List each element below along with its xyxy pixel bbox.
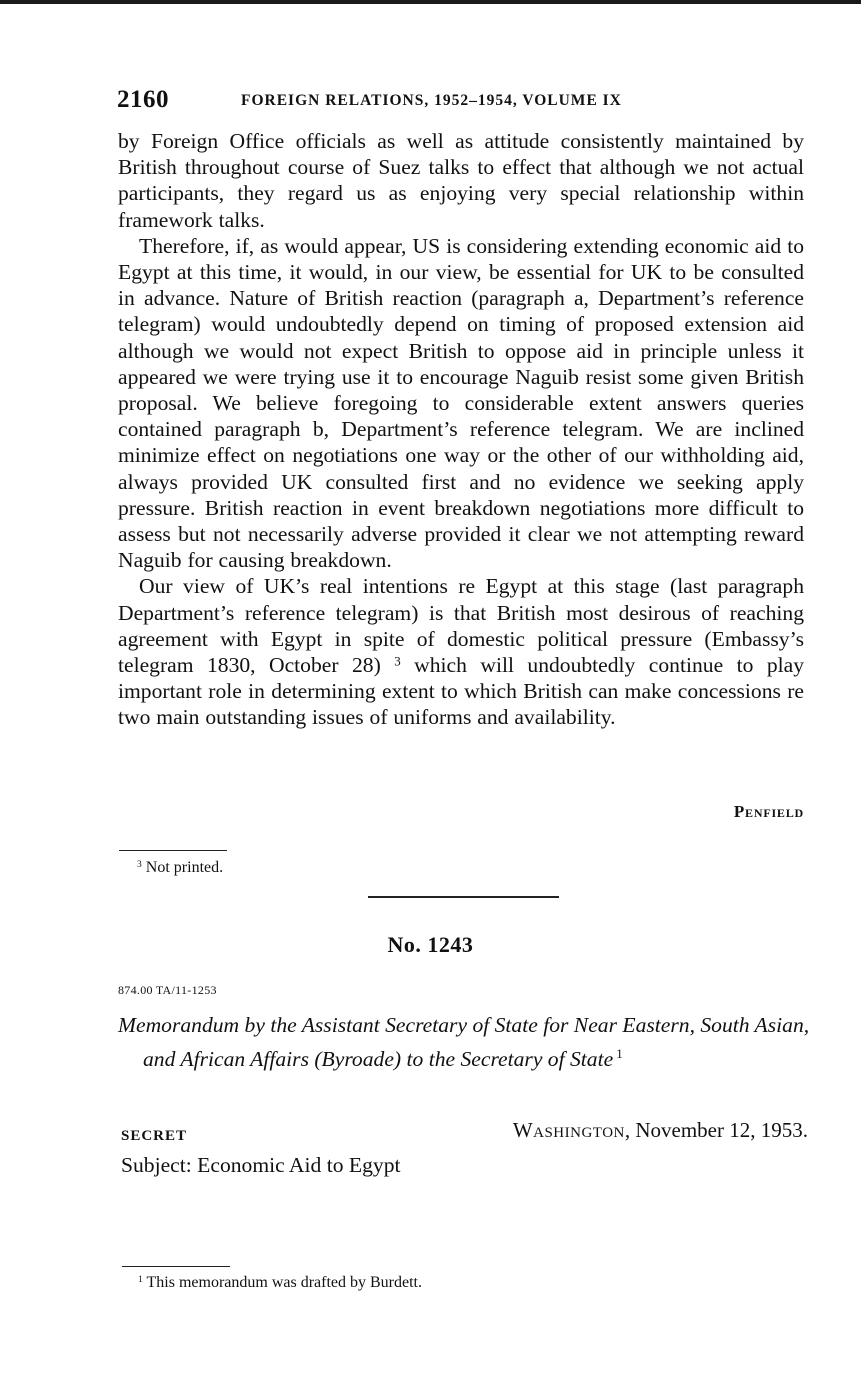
letter-body (118, 128, 804, 731)
memo-title-text: Memorandum by the Assistant Secretary of State for Near Eastern, South Asian, and African Affairs (Byroade) to the Secretary of State (118, 1013, 810, 1071)
paragraph-2: Therefore, if, as would appear, US is considering extending economic aid to Egypt at this time, it would, in our view, be essential for UK to be consulted in advance. Nature of British reaction (paragraph a, Department’s reference telegram) would undoubtedly depend on timing of proposed extension aid although we would not expect British to oppose aid in principle unless it appeared we were trying use it to encourage Naguib resist some given British proposal. We believe foregoing to considerable extent answers queries contained paragraph b, Department’s reference telegram. We are inclined minimize effect on negotiations one way or the other of our withholding aid, always provided UK consulted first and no evidence we seeking apply pressure. British reaction in event breakdown negotiations more difficult to assess but not necessarily adverse provided it clear we not attempting reward Naguib for causing breakdown. (118, 233, 804, 573)
subject-line: Subject: Economic Aid to Egypt (121, 1153, 401, 1177)
dateline-date: , November 12, 1953. (624, 1118, 808, 1142)
footnote-ref-1: 1 (616, 1045, 623, 1061)
section-divider (368, 896, 559, 898)
footnote-rule-bottom (122, 1266, 230, 1267)
paragraph-3 (118, 573, 804, 730)
footnote-1-text: This memorandum was drafted by Burdett. (142, 1274, 422, 1291)
paragraph-3-text-b: which will undoubtedly continue to play important role in determining extent to which British can make concessions re two main outstanding issues of uniforms and availability. (118, 653, 805, 730)
running-head: FOREIGN RELATIONS, 1952–1954, VOLUME IX (241, 92, 622, 109)
classification-label: SECRET (121, 1128, 188, 1144)
paragraph-1: by Foreign Office officials as well as attitude consistently maintained by British throughout course of Suez talks to effect that although we not actual participants, they regard us as enjoying very special relationship within framework talks. (118, 129, 804, 232)
memo-title (118, 1012, 833, 1073)
page-top-edge (0, 0, 861, 4)
dateline-place: Washington (512, 1118, 625, 1142)
signature: Penfield (733, 802, 804, 821)
footnote-1 (138, 1274, 422, 1292)
paragraph-3-text-a: Our view of UK’s real intentions re Egypt at this stage (last paragraph Department’s reference telegram) is that British most desirous of reaching agreement with Egypt in spite of domestic political pressure (Embassy’s telegram 1830, October 28) (118, 574, 804, 678)
footnote-1-marker: 1 (138, 1274, 143, 1286)
footnote-ref-3: 3 (394, 653, 401, 669)
file-reference: 874.00 TA/11-1253 (118, 983, 217, 997)
footnote-3 (137, 859, 223, 877)
footnote-3-marker: 3 (137, 859, 142, 871)
page-header (117, 86, 807, 116)
dateline (513, 1118, 808, 1143)
document-number: No. 1243 (387, 932, 474, 957)
footnote-3-text: Not printed. (141, 859, 224, 876)
page-number: 2160 (117, 86, 169, 113)
footnote-rule-top (119, 850, 227, 851)
